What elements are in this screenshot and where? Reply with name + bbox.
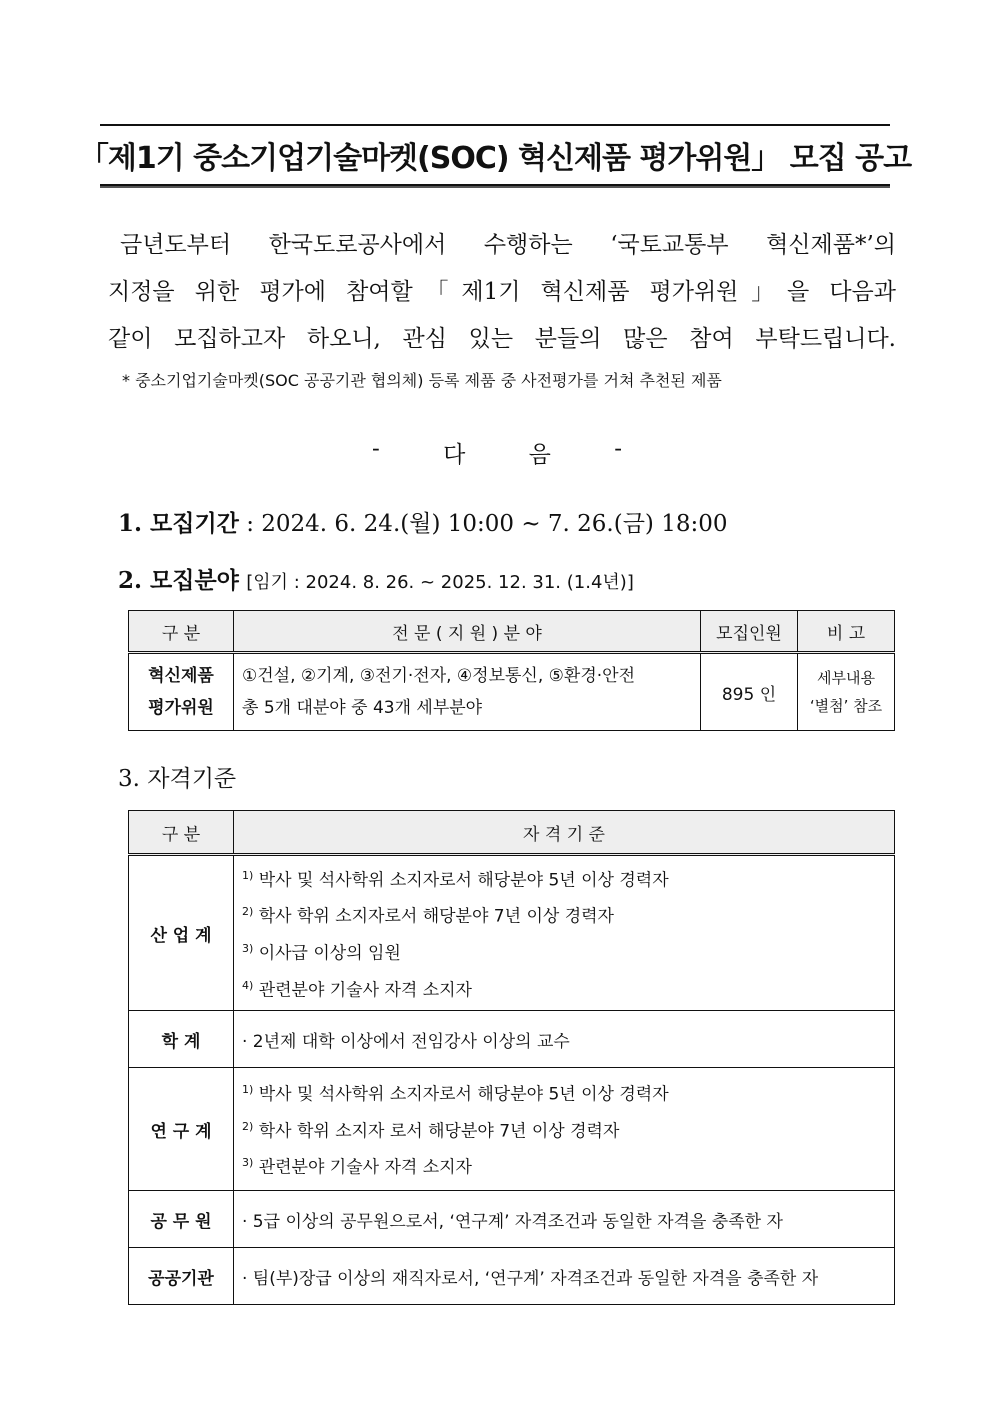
table-row (129, 1191, 895, 1248)
section-label: 2. 모집분야 (118, 567, 239, 594)
section-label: 1. 모집기간 (118, 510, 239, 537)
criteria-cell (234, 1068, 895, 1191)
intro-line: 금년도부터 한국도로공사에서 수행하는 ‘국토교통부 혁신제품*’의 (120, 232, 896, 258)
list-item: $^{2)}$ 학사 학위 소지자 로서 해당분야 7년 이상 경력자 (242, 1119, 620, 1142)
table-header: 구 분 (129, 811, 234, 855)
list-item: $^{3)}$ 이사급 이상의 임원 (242, 942, 401, 964)
category-cell: 공 무 원 (129, 1191, 234, 1248)
criteria-cell (234, 855, 895, 1011)
intro-line: 같이 모집하고자 하오니, 관심 있는 분들의 많은 참여 부탁드립니다. (108, 326, 896, 352)
recruit-table (128, 610, 895, 731)
section-recruit-period (118, 505, 728, 538)
section-label: 3. 자격기준 (118, 766, 237, 792)
list-item: $^{3)}$ 관련분야 기술사 자격 소지자 (242, 1156, 472, 1178)
field-cell: ①건설, ②기계, ③전기·전자, ④정보통신, ⑤환경·안전 총 5개 대분야 중 43개 세부분야 (234, 653, 701, 731)
table-header: 비 고 (798, 611, 895, 653)
page-title (78, 124, 912, 186)
table-header: 구 분 (129, 611, 234, 653)
criteria-cell: · 5급 이상의 공무원으로서, ‘연구계’ 자격조건과 동일한 자격을 충족한 자 (234, 1191, 895, 1248)
title-text: 「제1기 중소기업기술마켓(SOC) 혁신제품 평가위원」 모집 공고 (78, 141, 912, 176)
table-row (129, 1248, 895, 1305)
center-char: 다 (443, 442, 466, 468)
list-item: $^{1)}$ 박사 및 석사학위 소지자로서 해당분야 5년 이상 경력자 (242, 1083, 669, 1105)
table-header: 자 격 기 준 (234, 811, 895, 855)
section-value: : 2024. 6. 24.(월) 10:00 ~ 7. 26.(금) 18:00 (246, 511, 728, 537)
table-header: 모집인원 (701, 611, 798, 653)
dash-mark: - (614, 436, 622, 462)
criteria-cell: · 팀(부)장급 이상의 재직자로서, ‘연구계’ 자격조건과 동일한 자격을 충족한 자 (234, 1248, 895, 1305)
table-row (129, 855, 895, 1011)
remark-cell: 세부내용 ‘별첨’ 참조 (798, 653, 895, 731)
qualification-table (128, 810, 895, 1305)
category-cell: 혁신제품 평가위원 (129, 653, 234, 731)
intro-line: 지정을 위한 평가에 참여할「제1기 혁신제품 평가위원」을 다음과 (108, 279, 896, 305)
list-item: $^{1)}$ 박사 및 석사학위 소지자로서 해당분야 5년 이상 경력자 (242, 868, 669, 891)
criteria-cell: · 2년제 대학 이상에서 전임강사 이상의 교수 (234, 1011, 895, 1068)
center-char: 음 (528, 442, 551, 468)
section-recruit-field (118, 562, 634, 595)
count-cell: 895 인 (701, 653, 798, 731)
category-cell: 연 구 계 (129, 1068, 234, 1191)
list-item: $^{4)}$ 관련분야 기술사 자격 소지자 (242, 978, 472, 1001)
section-qualification (118, 760, 236, 793)
intro-note: * 중소기업기술마켓(SOC 공공기관 협의체) 등록 제품 중 사전평가를 거쳐 추천된 제품 (122, 371, 722, 390)
center-heading (372, 436, 622, 469)
category-cell: 산 업 계 (129, 855, 234, 1011)
intro-paragraph (108, 222, 896, 363)
category-cell: 학 계 (129, 1011, 234, 1068)
table-row (129, 653, 895, 731)
table-header: 전 문 ( 지 원 ) 분 야 (234, 611, 701, 653)
category-cell: 공공기관 (129, 1248, 234, 1305)
table-row (129, 1068, 895, 1191)
section-value: [임기 : 2024. 8. 26. ~ 2025. 12. 31. (1.4년)] (246, 572, 634, 593)
table-row (129, 1011, 895, 1068)
list-item: $^{2)}$ 학사 학위 소지자로서 해당분야 7년 이상 경력자 (242, 905, 614, 927)
dash-mark: - (372, 436, 380, 462)
